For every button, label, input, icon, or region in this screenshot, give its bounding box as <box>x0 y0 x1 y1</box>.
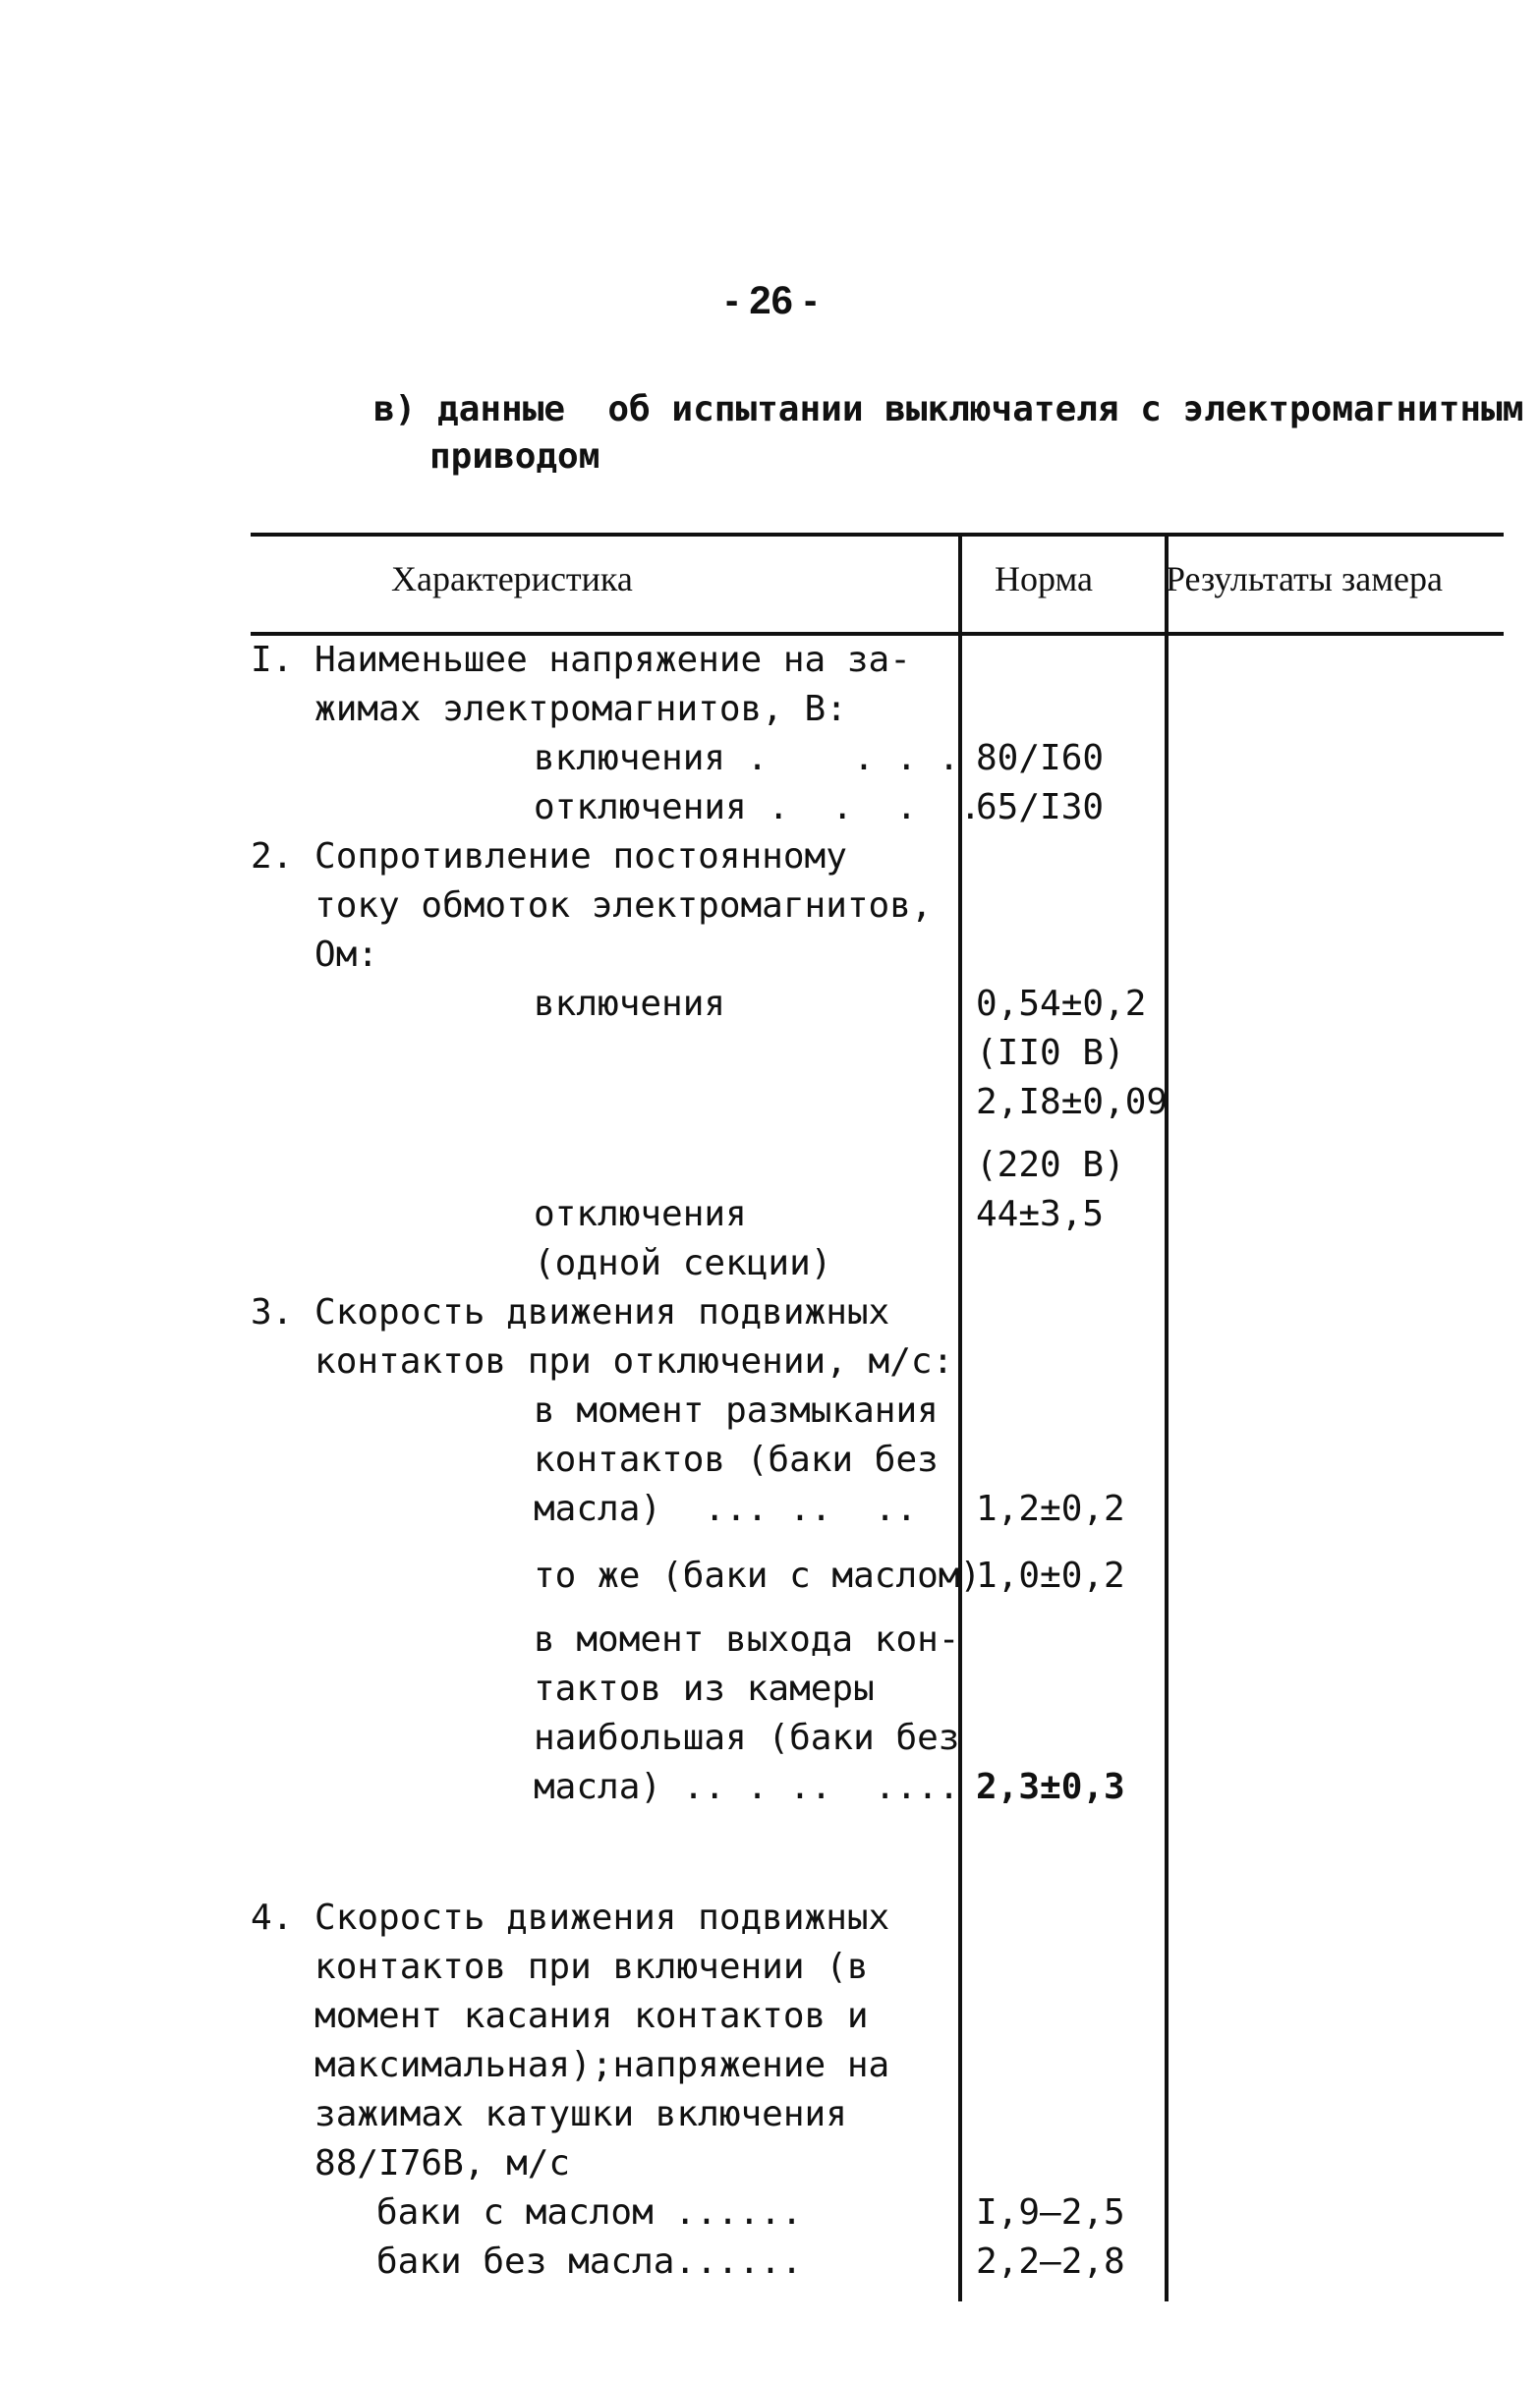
item-1-line-1: I. Наименьшее напряжение на за- <box>251 640 911 680</box>
norm-value: 2,3±0,3 <box>976 1767 1125 1807</box>
item-4-line-4: максимальная);напряжение на <box>251 2045 890 2085</box>
column-header-characteristic: Характеристика <box>391 559 633 598</box>
norm-value: 80/I60 <box>976 738 1105 778</box>
item-1-line-2: жимах электромагнитов, В: <box>251 689 847 729</box>
table-top-rule <box>251 533 1504 537</box>
item-2-switch-off: отключения <box>534 1194 747 1234</box>
norm-value: 65/I30 <box>976 787 1105 827</box>
item-3-line-1: 3. Скорость движения подвижных <box>251 1292 890 1333</box>
item-4-line-2: контактов при включении (в <box>251 1947 869 1987</box>
section-heading-line-1: в) данные об испытании выключателя с электромагнитным <box>373 389 1524 429</box>
section-heading-line-2: приводом <box>429 436 600 477</box>
item-3-exit-line-4: масла) .. . .. .... <box>534 1767 960 1807</box>
item-3-same-with-oil: то же (баки с маслом) <box>534 1556 982 1596</box>
item-2-line-3: Ом: <box>251 935 379 975</box>
item-4-line-1: 4. Скорость движения подвижных <box>251 1898 890 1938</box>
item-4-line-5: зажимах катушки включения <box>251 2094 847 2134</box>
norm-value: I,9–2,5 <box>976 2192 1125 2233</box>
item-4-tanks-with-oil: баки с маслом ...... <box>376 2192 803 2233</box>
item-4-line-6: 88/I76B, м/с <box>251 2143 571 2184</box>
item-3-exit-line-1: в момент выхода кон- <box>534 1619 960 1660</box>
item-2-one-section: (одной секции) <box>534 1243 832 1283</box>
item-1-switch-on: включения . . . . <box>534 738 960 778</box>
item-3-exit-line-3: наибольшая (баки без <box>534 1718 960 1758</box>
item-2-line-2: току обмоток электромагнитов, <box>251 885 933 926</box>
item-3-opening-line-2: контактов (баки без <box>534 1440 939 1480</box>
item-3-exit-line-2: тактов из камеры <box>534 1669 875 1709</box>
norm-value: 0,54±0,2 <box>976 984 1147 1024</box>
norm-value: (II0 В) <box>976 1033 1125 1073</box>
page-number: - 26 - <box>725 279 818 322</box>
column-header-results: Результаты замера <box>1166 559 1443 598</box>
norm-value: 1,2±0,2 <box>976 1489 1125 1529</box>
norm-value: 2,2–2,8 <box>976 2241 1125 2282</box>
column-divider-2 <box>1165 533 1169 2301</box>
item-3-opening-line-1: в момент размыкания <box>534 1390 939 1431</box>
item-1-switch-off: отключения . . . . <box>534 787 982 827</box>
norm-value: 1,0±0,2 <box>976 1556 1125 1596</box>
item-2-line-1: 2. Сопротивление постоянному <box>251 836 847 877</box>
norm-value: 44±3,5 <box>976 1194 1105 1234</box>
table-header-rule <box>251 632 1504 636</box>
item-3-opening-line-3: масла) ... .. .. <box>534 1489 918 1529</box>
norm-value: (220 В) <box>976 1145 1125 1185</box>
item-4-line-3: момент касания контактов и <box>251 1996 869 2036</box>
item-2-switch-on: включения <box>534 984 726 1024</box>
column-header-norm: Норма <box>995 559 1093 598</box>
item-3-line-2: контактов при отключении, м/с: <box>251 1341 954 1382</box>
norm-value: 2,I8±0,09 <box>976 1082 1169 1122</box>
item-4-tanks-without-oil: баки без масла...... <box>376 2241 803 2282</box>
